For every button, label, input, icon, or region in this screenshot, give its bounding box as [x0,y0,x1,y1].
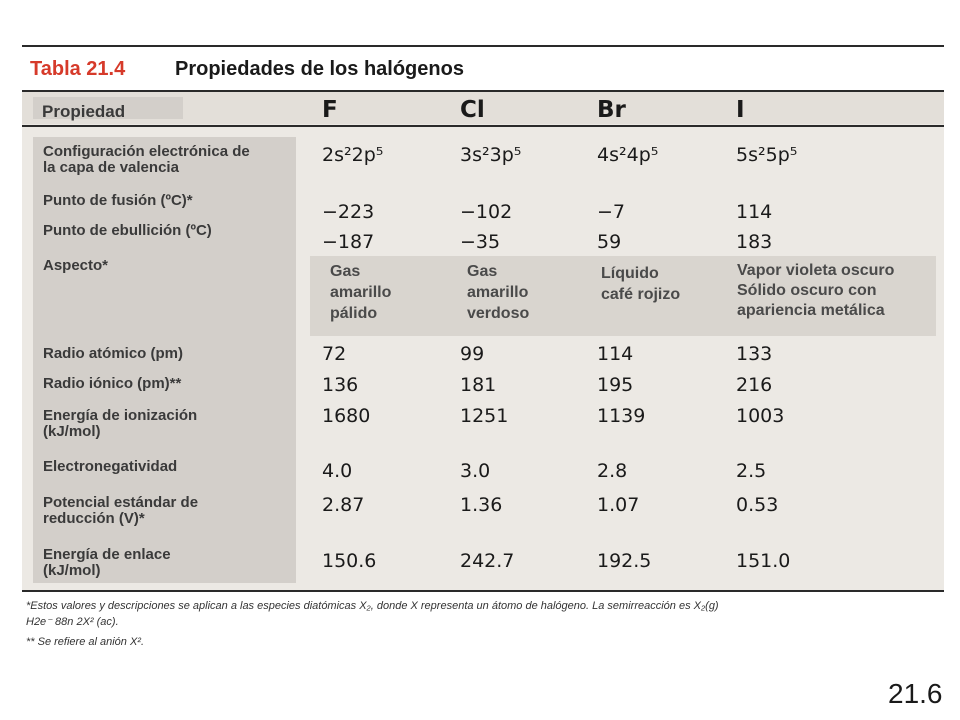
cell-config-i: 5s²5p⁵ [736,144,798,166]
cell-ionic-radius-cl: 181 [460,374,497,396]
row-label-atomic-radius: Radio atómico (pm) [43,345,184,362]
header-bottom-rule [22,125,944,127]
cell-melting-cl: −102 [460,201,513,223]
cell-electronegativity-br: 2.8 [597,460,628,482]
footnote-2: ** Se refiere al anión X². [26,636,145,648]
cell-ionic-radius-br: 195 [597,374,634,396]
cell-ionization-i: 1003 [736,405,785,427]
row-label-reduction: Potencial estándar de reducción (V)* [43,494,199,527]
cell-melting-f: −223 [322,201,375,223]
page-number: 21.6 [888,678,943,709]
cell-atomic-radius-br: 114 [597,343,634,365]
column-header-f: F [322,97,338,123]
row-label-boiling: Punto de ebullición (ºC) [43,222,212,239]
cell-atomic-radius-cl: 99 [460,343,485,365]
cell-boiling-f: −187 [322,231,375,253]
cell-electronegativity-f: 4.0 [322,460,353,482]
cell-atomic-radius-f: 72 [322,343,347,365]
table-title: Propiedades de los halógenos [175,58,464,80]
cell-reduction-f: 2.87 [322,494,365,516]
cell-bond-energy-br: 192.5 [597,550,652,572]
cell-aspect-i: Vapor violeta oscuro Sólido oscuro con apariencia metálica [737,262,895,319]
cell-aspect-br: Líquido café rojizo [601,265,681,303]
column-header-cl: Cl [460,97,485,123]
cell-config-br: 4s²4p⁵ [597,144,659,166]
table-bottom-rule [22,590,944,592]
top-rule [22,45,944,47]
cell-bond-energy-i: 151.0 [736,550,791,572]
cell-electronegativity-cl: 3.0 [460,460,491,482]
cell-aspect-f: Gas amarillo pálido [330,263,392,322]
cell-boiling-cl: −35 [460,231,501,253]
row-label-bond-energy: Energía de enlace (kJ/mol) [43,546,171,579]
row-label-config: Configuración electrónica de la capa de valencia [43,143,250,176]
cell-melting-i: 114 [736,201,773,223]
row-label-electronegativity: Electronegatividad [43,458,178,475]
row-label-aspect: Aspecto* [43,257,109,274]
cell-config-f: 2s²2p⁵ [322,144,384,166]
column-header-br: Br [597,97,626,123]
cell-bond-energy-f: 150.6 [322,550,377,572]
cell-aspect-cl: Gas amarillo verdoso [467,263,530,322]
cell-boiling-br: 59 [597,231,622,253]
cell-atomic-radius-i: 133 [736,343,773,365]
row-label-melting: Punto de fusión (ºC)* [43,192,193,209]
property-header: Propiedad [42,102,126,121]
cell-boiling-i: 183 [736,231,773,253]
cell-config-cl: 3s²3p⁵ [460,144,522,166]
row-label-ionic-radius: Radio iónico (pm)** [43,375,182,392]
footnote-1: *Estos valores y descripciones se aplican a las especies diatómicas X₂, donde X representa un átomo de halógeno. La semirreacción es X₂(g) [26,600,719,612]
row-label-ionization: Energía de ionización (kJ/mol) [43,407,198,440]
cell-ionic-radius-f: 136 [322,374,359,396]
cell-reduction-i: 0.53 [736,494,779,516]
cell-ionization-br: 1139 [597,405,646,427]
footnote-1b: H2e⁻ 88n 2X² (ac). [26,616,119,628]
cell-ionization-cl: 1251 [460,405,509,427]
cell-electronegativity-i: 2.5 [736,460,767,482]
cell-bond-energy-cl: 242.7 [460,550,515,572]
cell-reduction-br: 1.07 [597,494,640,516]
cell-ionic-radius-i: 216 [736,374,773,396]
table-number: Tabla 21.4 [30,58,126,80]
cell-melting-br: −7 [597,201,626,223]
column-header-i: I [736,97,745,123]
header-top-rule [22,90,944,92]
cell-reduction-cl: 1.36 [460,494,503,516]
cell-ionization-f: 1680 [322,405,371,427]
